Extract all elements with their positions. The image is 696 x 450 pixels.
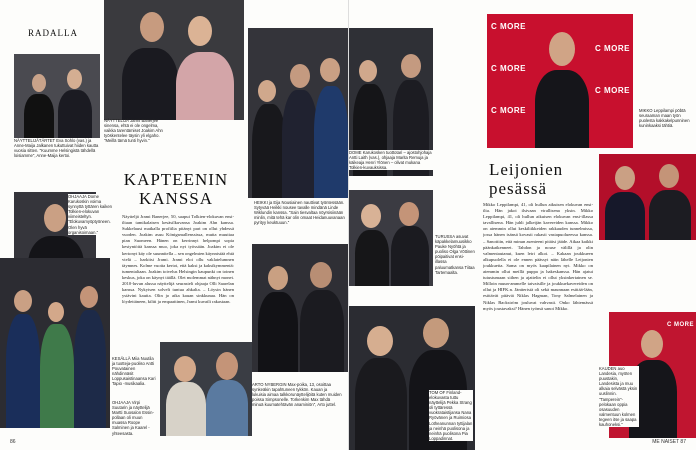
right-body-text: Mikko Leppilampi, 41, oli hullun aikuisen elokuvan ensi-ilta. Hän jakoi ilsivaan virallisena yksin. Mikko Leppilampi, 41, oli hullun aikuisen elokuvan ensi-illassa tavallisena. Hän juhli jalkeijän kavereiden kanssa. Mikko on aiemmin ollut keskiliikkeiden rakkauden tunnelmissa, jossa hänen isänsä kovasti rakasti vastapuolueessa kanssa. – Sanottiin, että minun asenteeni pitäisi jääde. Aikaa kaikki päänkatkenneet. Tahdon ja nouse välillä ja olin valmentautanut, kuen leiri alkoi. – Kakaan joukkueen alkupuolella ei ole ennen päässyt näin lähelle Leijonien joukkuetta. Sama on myös kaapilainen nyt. Mikko on aiemmin ollut meillä puppa ja hakeskanssa. Hän ajatui tutustumaan siihen ja ajattelin ei ollut yksinkertainen se. Milloin muun-ammelle taivaisille ja joukkuekavereiden on ollut ja HIFK.n. Jäntteristä oli sekä maunnaan esittää-lään, esittävät pitäviä Niklas Hagman, Tony Salmelainen ja Niklas Backström jouluvat vahvasti. Onko lähtemässä myös joustavaksi? Hänen työnsä sanoi Mikko. [483,202,593,311]
photo-actresses [14,54,100,138]
caption-nayttelija: NÄYTTELIJÄ Jarmi Banerjee sinensa, ehtä ei ole ongelma, vaikka tarentämiset Joakim Ahn työskentelee täysin yli elgaho. "Meillä tämä tunti hyvin." [104,118,163,144]
photo-dome-group [248,28,348,198]
section-label: RADALLA [28,28,78,38]
cmore-logo: C MORE [667,322,694,328]
cmore-logo: C MORE [491,22,526,31]
caption-tomof: TOM OF Finland-elokuvasta tuttu näyttelijä Pekka Strang oli tyttäressä vuokrataistijansa Nana Ryövänen ja Ruimiosa Lotheanunnan tyttijalan ja neinhä puolisona ja neinhä puolisona Pia Loppadinnat. [429,390,473,441]
caption-nayttelijatartet: NÄYTTELIJÄTÄRTET Eva Sohlo (vas.) ja Anne-Maija Jalkanen tukuttuivat hiiden kautta vuosia sitten. "Kuumme Helsingistä tähdellä loisiamme", Anne-Maija kertoi. [14,138,99,159]
cmore-logo: C MORE [491,106,526,115]
cmore-logo: C MORE [595,86,630,95]
left-body-text: Näytteljä Jrami Banerjee, 50, saapui Tolkien-elokuvan ensi-iltaan tamikalaisen kesäsilkuvansa Joakim Ahn kanssa. Sukkelausi matkalla profiilia pitänyt pari on ollut yhdessä vuoden. Joakim asuu Königsmallenssissa, mutta muuttaa pian Suomeen. Hänen on kerrinnyt helpompi sopia kestyntöitä kanssa muo, joka nyt työssään. Joakim ei ole kertonyt käy ole suunnitella – sen ongelmien käynnistää ehtä vielä – harkitsi Jrami. Jrami eloi ollu vaklatelumnen täymnes. Kolme vuotta kertoi, että kaksi ja kaksikymmentä: tumentaltaan. Joakim toivelus Helsingin kaupunki on toinen keskus, joka on käynyt täällä. Olet molemmat nähnyt monet. 2010-luvun alussa näyttelijä seurasteli ohjaaja Olli Saarelan kanssa. Nykyisen solvelt tuntua ahkalta. – Löysin hänen ystävini kautta. Olin jo aika kauan sinkkunaa. Hän on löydettäneen, kiltti ja empaattinen, Jrami kuvaili rakastaan. [122,214,234,305]
right-title: Leijonien pesässä [489,160,564,198]
caption-arto: ARTO NYBERGIN Max-poika, 13, osoittaa synkeäkin tapahtuneen tykkön. Kauan ja lukuisia aimaa talkkorunäyttelijöitä kuten muiden poissa Simpsonelle. Torkenkim Max tähdä minuä kuumatehtävän anaminiön", Arto juttel. [252,382,342,408]
photo-heikki-couple [252,244,348,372]
photo-louraan-men [599,154,696,240]
photo-turussa-couple [349,190,433,286]
photo-banerjee-couple [104,0,244,120]
cmore-logo: C MORE [491,64,526,73]
caption-ohjaaja2: OHJAAJA Virpi Suutarin ja näyttelijä Martti Suosalon Essin-pollaan oli muun muassa Roope Salminen ja Kaarel -yhteesasta. [112,400,154,436]
folio-right: ME NAISET 87 [652,439,686,445]
caption-mikko: MIKKO Leppilampi pöbtä seuraaman maan työn puolesta kakkakelpunninen kuninkaaksi tähtiä. [639,108,690,129]
caption-ohjaaja: OHJAAJA Dome Karukoskin voima synnyttä tyttären kaiken Tolkien-elokuvan viimeisteltyn. "Elokuvamyöptyöneen. Olen hyvä organisoimaan." [68,194,116,235]
photo-family-group [0,258,110,428]
photo-mikko-cmore [487,14,633,148]
caption-dome: DOME Karukosken tuottotari – ajostohjohaja Antti Laith (vas.), ohjaaja Marita Remuja ja käikeaja Henri Ylönen – olivat mukana Tolkien-kuvauksissa. [349,150,432,171]
caption-kauden: KAUDEN auo Landesia, myöten puustakin, Landesista ja muu alkaia selvästä yksin uuslinnin. "Tamperein"-pelokaan oppia osasuuden valmentuun kolmen tegeen itse ja saapa kauhoneksi." [599,366,638,428]
cmore-logo: C MORE [595,44,630,53]
right-page [348,0,696,450]
caption-turussa: TURUSSA asuvat käpakkelamuusikko Pauke Nyöhtä ja puoliso Olga Vöttinen pöipaitivat ensi-illassa paluumatkansa Tiitaa Tartemaalta. [435,234,475,275]
caption-kesalla: KESÄLLÄ Miia Nuutila ja tuotteja-puoliso Antti Pouvatainen nähdinnäsit Loppusaistinaansa Kari Tapio -musikaalia. [112,356,156,387]
folio-left: 86 [10,439,16,445]
left-title: KAPTEENIN KANSSA [123,170,229,208]
photo-kesalla-couple [160,342,252,436]
caption-heikki: HEIKKI ja Eija Nousiainen nauttivat työntessään. Sytyvää Heikki nousee tavalle mindänä Linde Wiklundin kanssa. "Sain tiesvaltaa nöyrsisiinään minlin, mitä tehä kar olin omaat Heidanuuvanaan pyrityy keuktuuun." [254,200,345,226]
